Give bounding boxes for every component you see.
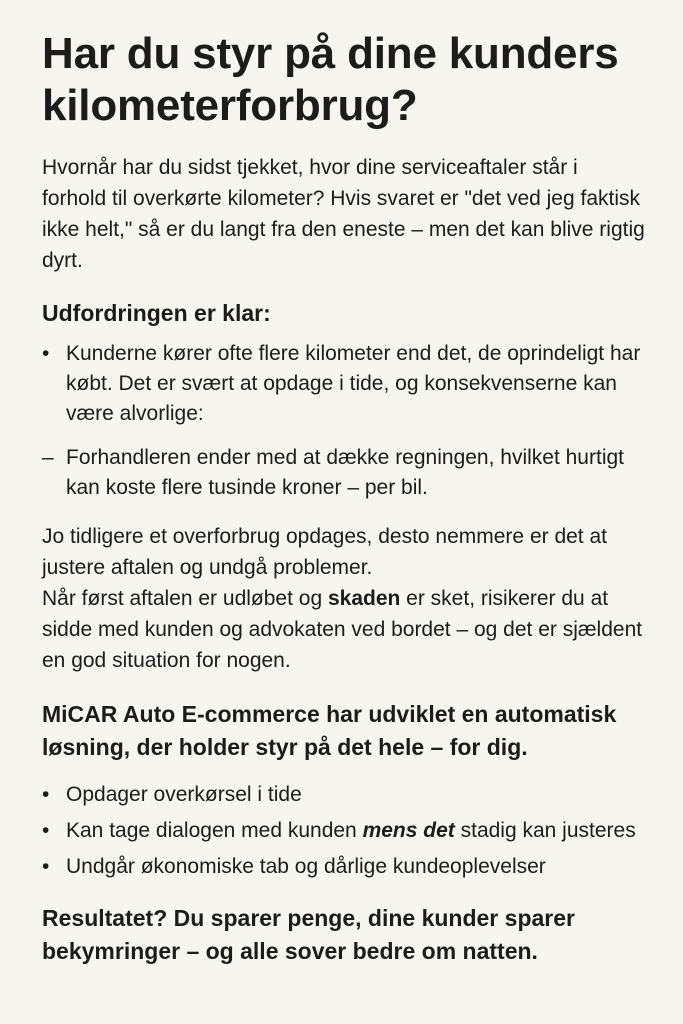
list-item xyxy=(42,816,647,846)
list-item-text xyxy=(66,819,636,842)
list-item-text: Kunderne kører ofte flere kilometer end det, de oprindeligt har købt. Det er svært at opdage i tide, og konsekvenserne kan være alvorlige: xyxy=(66,342,641,425)
list-item-text-part: Kan tage dialogen med kunden xyxy=(66,819,363,842)
result-statement: Resultatet? Du sparer penge, dine kunder sparer bekymringer – og alle sover bedre om natten. xyxy=(42,905,575,964)
bullet-marker: • xyxy=(42,342,50,365)
page-title: Har du styr på dine kunders kilometerforbrug? xyxy=(42,29,619,130)
dash-marker: – xyxy=(42,446,54,469)
consequence-text: er sket, risikerer du at sidde med kunden og advokaten ved bordet – og det er sjældent en god situation for nogen. xyxy=(42,587,643,672)
intro-paragraph: Hvornår har du sidst tjekket, hvor dine serviceaftaler står i forhold til overkørte kilometer? Hvis svaret er "det ved jeg faktisk ikke helt," så er du langt fra den eneste – men det kan blive rigtig dyrt. xyxy=(42,156,645,272)
list-item xyxy=(42,443,647,503)
consequence-line-2 xyxy=(42,583,647,676)
emphasis-text: skaden xyxy=(327,587,401,610)
list-item-text: Opdager overkørsel i tide xyxy=(66,783,302,806)
benefit-list xyxy=(42,780,647,882)
consequence-paragraph xyxy=(42,521,647,676)
list-item xyxy=(42,852,647,882)
bullet-marker: • xyxy=(42,783,50,806)
challenge-list xyxy=(42,339,647,503)
list-item xyxy=(42,780,647,810)
consequence-text: Når først aftalen er udløbet og xyxy=(42,587,328,610)
list-item xyxy=(42,339,647,429)
list-item-text: Forhandleren ender med at dække regningen, hvilket hurtigt kan koste flere tusinde kroner – per bil. xyxy=(66,446,624,499)
challenge-heading: Udfordringen er klar: xyxy=(42,300,271,326)
bullet-marker: • xyxy=(42,819,50,842)
bullet-marker: • xyxy=(42,855,50,878)
solution-heading: MiCAR Auto E-commerce har udviklet en automatisk løsning, der holder styr på det hele – for dig. xyxy=(42,701,617,760)
list-item-text-part: stadig kan justeres xyxy=(454,819,636,842)
list-item-text: Undgår økonomiske tab og dårlige kundeoplevelser xyxy=(66,855,546,878)
consequence-line-1: Jo tidligere et overforbrug opdages, desto nemmere er det at justere aftalen og undgå problemer. xyxy=(42,525,607,579)
emphasis-text: mens det xyxy=(362,819,455,842)
